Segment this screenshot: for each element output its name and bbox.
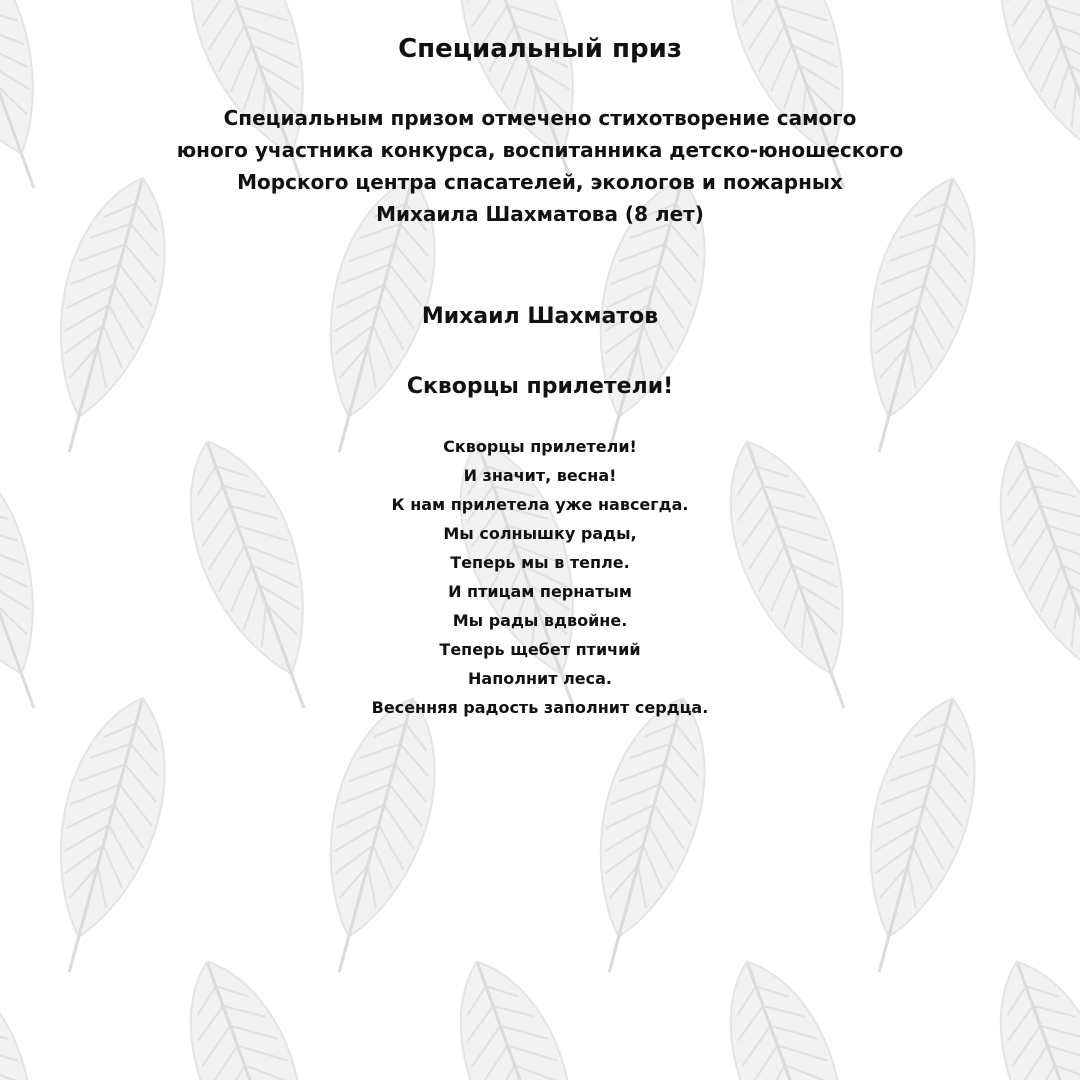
poem-line: И птицам пернатым	[448, 582, 632, 601]
award-description-line: Специальным призом отмечено стихотворение самого	[223, 106, 857, 130]
poem-line: Теперь мы в тепле.	[450, 553, 630, 572]
poem-text	[0, 432, 1080, 722]
poem-line: И значит, весна!	[463, 466, 617, 485]
poem-line: Весенняя радость заполнит сердца.	[371, 698, 709, 717]
poem-line: Скворцы прилетели!	[443, 437, 637, 456]
poem-line: Наполнит леса.	[468, 669, 612, 688]
poem-title: Скворцы прилетели!	[406, 374, 674, 399]
award-description-line: Морского центра спасателей, экологов и пожарных	[237, 170, 843, 194]
award-description	[0, 102, 1080, 230]
poem-line: К нам прилетела уже навсегда.	[391, 495, 689, 514]
award-description-line: юного участника конкурса, воспитанника детско-юношеского	[176, 138, 904, 162]
poem-line: Мы солнышку рады,	[443, 524, 637, 543]
poem-line: Теперь щебет птичий	[439, 640, 641, 659]
author-name: Михаил Шахматов	[421, 304, 659, 329]
poem-line: Мы рады вдвойне.	[452, 611, 628, 630]
page-title: Специальный приз	[398, 34, 682, 64]
award-description-line: Михаила Шахматова (8 лет)	[376, 202, 704, 226]
